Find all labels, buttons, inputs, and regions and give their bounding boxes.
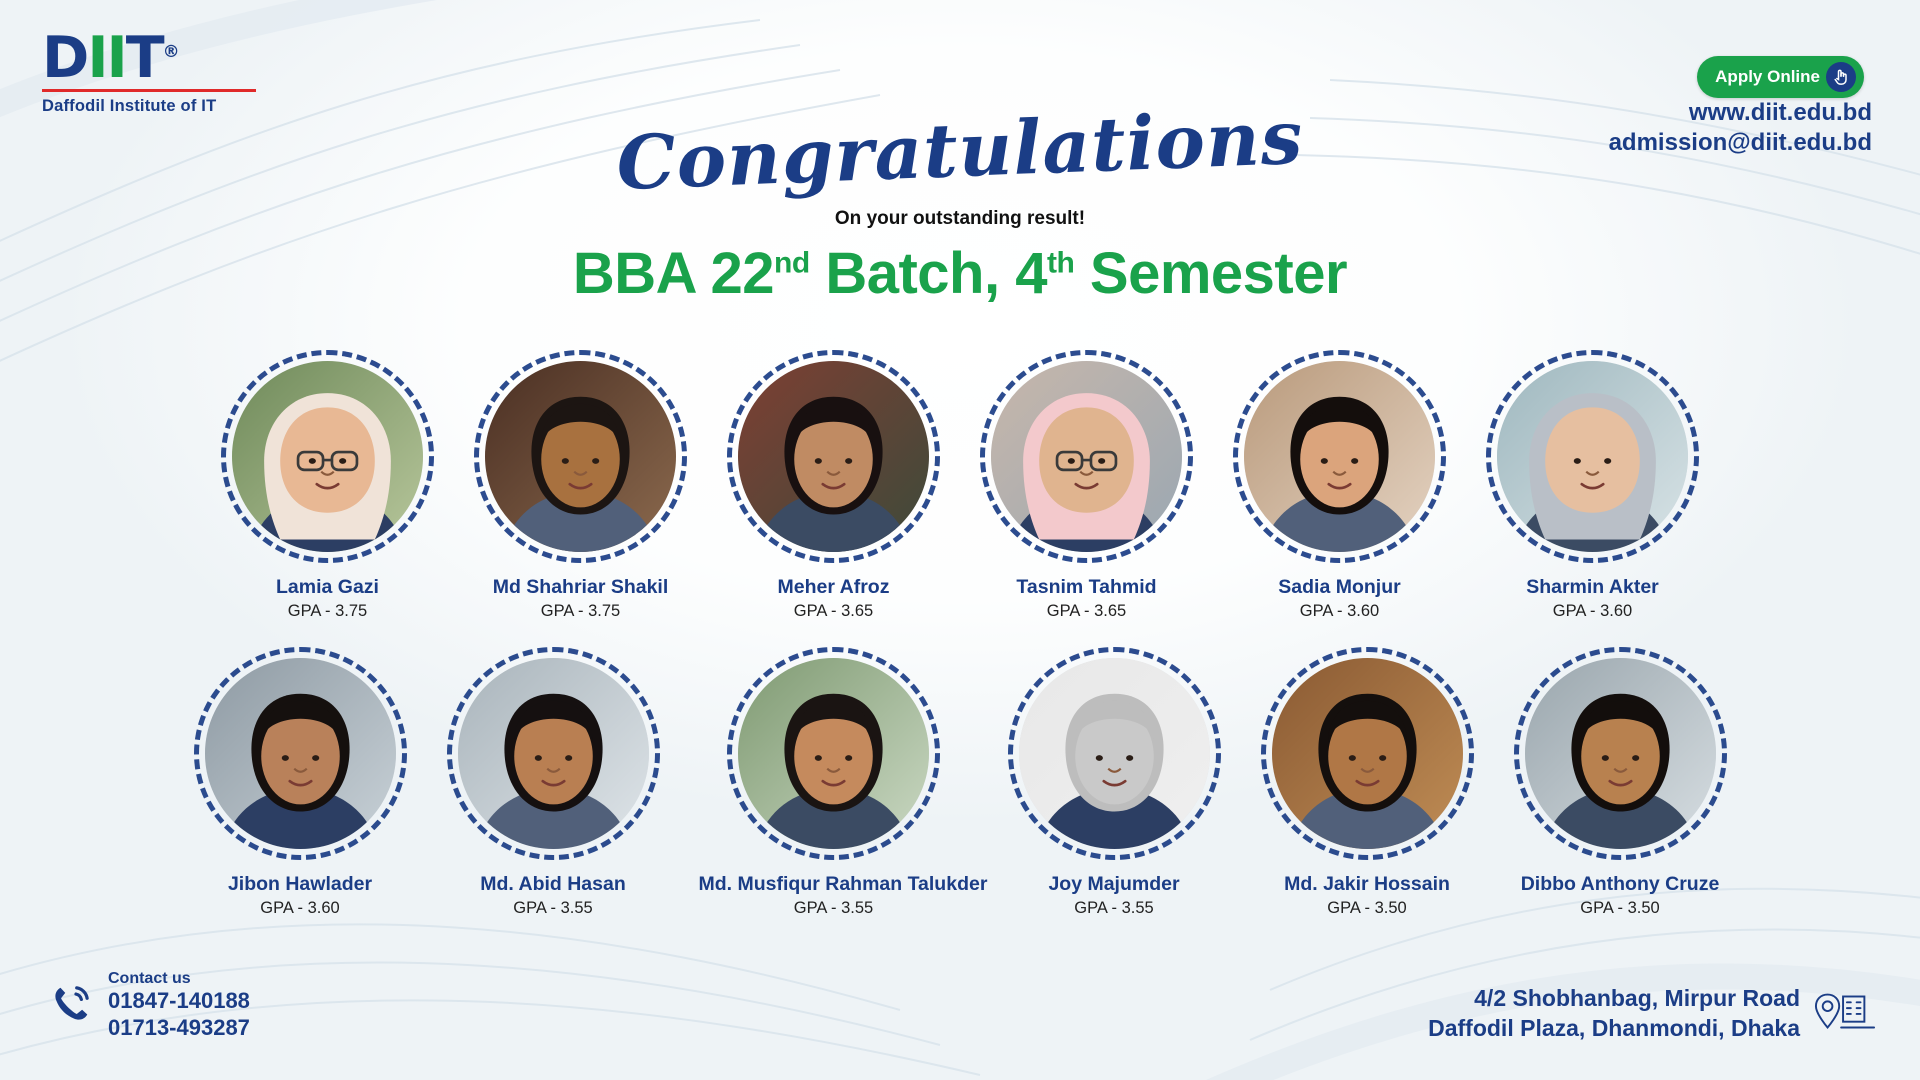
student-photo-ring: [727, 647, 940, 860]
student-gpa: GPA - 3.75: [287, 602, 368, 620]
student-card: [1513, 647, 1728, 918]
student-photo-7: [458, 658, 649, 849]
batch-part-end: Semester: [1074, 241, 1348, 306]
apply-online-label: Apply Online: [1715, 67, 1820, 86]
student-name: Dibbo Anthony Cruze: [1520, 873, 1720, 895]
student-photo-4: [1244, 361, 1435, 552]
student-photo-9: [1019, 658, 1210, 849]
student-gpa: GPA - 3.55: [1074, 899, 1154, 917]
website-link[interactable]: www.diit.edu.bd: [1688, 99, 1872, 126]
student-name: Md. Jakir Hossain: [1284, 873, 1450, 895]
student-name: Meher Afroz: [777, 576, 890, 598]
student-photo: [1019, 658, 1210, 849]
student-photo-ring: [1008, 647, 1221, 860]
student-photo-8: [738, 658, 929, 849]
student-gpa: GPA - 3.60: [260, 899, 340, 917]
student-gpa: GPA - 3.55: [513, 899, 593, 917]
student-card: [473, 350, 688, 621]
student-photo-ring: [221, 350, 434, 563]
student-name: Md Shahriar Shakil: [492, 576, 669, 598]
student-photo-1: [485, 361, 676, 552]
student-photo: [738, 361, 929, 552]
student-gpa: GPA - 3.60: [1299, 602, 1380, 620]
phone-ringing-icon: [48, 981, 94, 1032]
student-card: [1007, 647, 1222, 918]
student-gpa: GPA - 3.60: [1552, 602, 1633, 620]
registered-icon: ®: [162, 42, 178, 62]
logo-text-d: D: [42, 25, 88, 91]
phone-number-1: 01847-140188: [108, 988, 250, 1014]
student-photo-ring: [1261, 647, 1474, 860]
student-card: [979, 350, 1194, 621]
congratulations-title: Congratulations: [615, 94, 1305, 208]
location-building-icon: [1814, 986, 1876, 1043]
student-photo-3: [991, 361, 1182, 552]
student-photo: [1525, 658, 1716, 849]
contact-us-label: Contact us: [108, 970, 191, 988]
student-photo: [991, 361, 1182, 552]
email-link[interactable]: admission@diit.edu.bd: [1608, 128, 1872, 156]
student-name: Sharmin Akter: [1526, 576, 1659, 598]
logo-text-t: T: [125, 25, 163, 91]
student-photo-ring: [1486, 350, 1699, 563]
student-photo: [1244, 361, 1435, 552]
student-photo: [205, 658, 396, 849]
student-photo-ring: [1233, 350, 1446, 563]
address-line-1: 4/2 Shobhanbag, Mirpur Road: [1474, 985, 1800, 1012]
student-gpa: GPA - 3.50: [1327, 899, 1407, 917]
address-line-2: Daffodil Plaza, Dhanmondi, Dhaka: [1428, 1015, 1800, 1042]
student-photo: [458, 658, 649, 849]
student-photo-ring: [727, 350, 940, 563]
batch-sup-nd: nd: [774, 246, 810, 280]
student-photo: [1497, 361, 1688, 552]
student-gpa: GPA - 3.75: [540, 602, 621, 620]
student-gpa: GPA - 3.55: [793, 899, 874, 917]
student-card: [220, 350, 435, 621]
phone-number-2: 01713-493287: [108, 1015, 250, 1041]
student-photo-0: [232, 361, 423, 552]
student-photo-ring: [474, 350, 687, 563]
footer-address: [1428, 984, 1876, 1044]
student-card: [726, 350, 941, 621]
batch-part-mid: Batch, 4: [809, 241, 1047, 306]
student-name: Joy Majumder: [1048, 873, 1180, 895]
student-photo: [1272, 658, 1463, 849]
student-photo: [485, 361, 676, 552]
student-gpa: GPA - 3.50: [1580, 899, 1660, 917]
student-name: Jibon Hawlader: [227, 873, 373, 895]
student-photo-ring: [1514, 647, 1727, 860]
student-row-2: [0, 647, 1920, 918]
student-name: Sadia Monjur: [1278, 576, 1401, 598]
batch-part-program: BBA 22: [572, 241, 775, 306]
student-photo-ring: [194, 647, 407, 860]
student-card: [193, 647, 408, 918]
student-photo-5: [1497, 361, 1688, 552]
logo: [42, 25, 302, 116]
student-card: [698, 647, 988, 918]
logo-text-ii: II: [87, 25, 126, 91]
student-photo-ring: [447, 647, 660, 860]
student-gpa: GPA - 3.65: [1046, 602, 1127, 620]
student-name: Tasnim Tahmid: [1016, 576, 1157, 598]
student-name: Lamia Gazi: [276, 576, 379, 598]
congratulations-subtitle: On your outstanding result!: [834, 208, 1086, 229]
student-card: [1260, 647, 1475, 918]
footer-contact: [48, 970, 250, 1042]
student-name: Md. Abid Hasan: [480, 873, 626, 895]
student-photo: [738, 658, 929, 849]
student-card: [446, 647, 661, 918]
logo-subtitle: Daffodil Institute of IT: [42, 97, 217, 115]
student-row-1: [0, 350, 1920, 621]
student-photo-2: [738, 361, 929, 552]
logo-wordmark: [42, 25, 178, 91]
batch-sup-th: th: [1046, 246, 1075, 280]
student-card: [1232, 350, 1447, 621]
student-photo-ring: [980, 350, 1193, 563]
student-photo-11: [1525, 658, 1716, 849]
student-gpa: GPA - 3.65: [793, 602, 874, 620]
student-photo-10: [1272, 658, 1463, 849]
student-card: [1485, 350, 1700, 621]
student-name: Md. Musfiqur Rahman Talukder: [698, 873, 988, 895]
student-photo-6: [205, 658, 396, 849]
student-photo: [232, 361, 423, 552]
batch-title: [0, 240, 1920, 307]
